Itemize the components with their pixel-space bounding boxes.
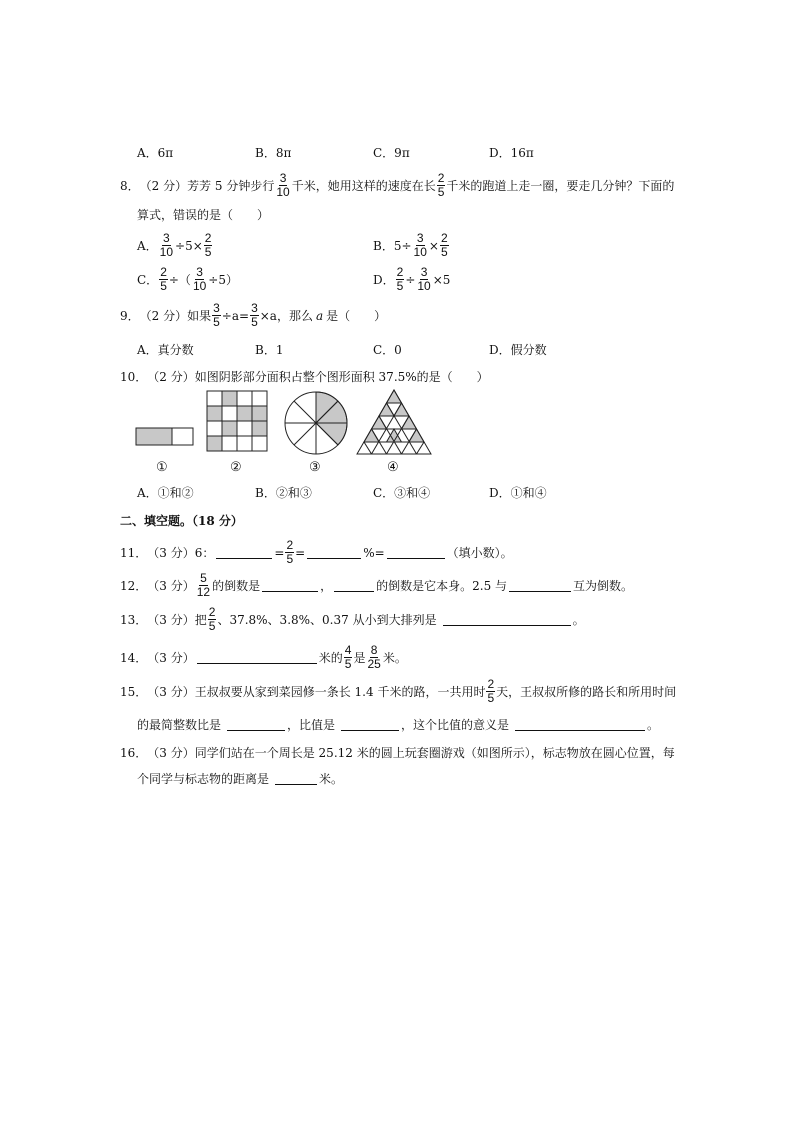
figure-1-caption: ① [156, 460, 168, 475]
question-8-line-2: 算式，错误的是（ ） [137, 208, 270, 222]
question-15-line-2: 的最简整数比是 ，比值是 ，这个比值的意义是 。 [137, 718, 660, 732]
answer-blank[interactable] [443, 613, 571, 626]
q8-option-c: C． $\frac{2}{5}$ ÷（ $\frac{3}{10}$ ÷5） [137, 265, 238, 293]
figure-4-caption: ④ [387, 460, 399, 475]
q9-option-b: B．1 [255, 343, 284, 357]
q7-option-d: D．16π [489, 146, 534, 160]
answer-blank[interactable] [307, 546, 361, 559]
answer-blank[interactable] [387, 546, 445, 559]
q10-option-d: D．①和④ [489, 486, 547, 500]
question-8-line-1 [120, 172, 674, 199]
text: 千米，她用这样的速度在长 [291, 179, 436, 193]
answer-blank[interactable] [341, 718, 399, 731]
q8-option-d: D． $\frac{2}{5}$ ÷ $\frac{3}{10}$ ×5 [373, 265, 451, 293]
question-16-line-2: 个同学与标志物的距离是 米。 [137, 772, 344, 786]
figure-3-caption: ③ [309, 460, 321, 475]
q9-option-d: D．假分数 [489, 343, 547, 357]
question-13: 13． （3 分） 把 $\frac{2}{5}$ 、37.8%、3.8%、0.37 从小到大排列是 。 [120, 605, 585, 633]
answer-blank[interactable] [509, 579, 571, 592]
section-2-heading: 二、填空题。（18 分） [120, 514, 243, 528]
q10-option-c: C．③和④ [373, 486, 431, 500]
answer-blank[interactable] [227, 718, 285, 731]
answer-blank[interactable] [275, 772, 317, 785]
figure-1-rectangle [135, 427, 195, 447]
q8-option-b: B． 5÷ $\frac{3}{10}$ × $\frac{2}{5}$ [373, 231, 448, 259]
q10-option-a: A．①和② [137, 486, 194, 500]
fraction: $\frac{3}{10}$ [276, 171, 290, 199]
question-10: 10． （2 分） 如图阴影部分面积占整个图形面积 37.5%的是（ ） [120, 370, 489, 384]
answer-blank[interactable] [216, 546, 272, 559]
q7-option-b: B．8π [255, 146, 292, 160]
q7-option-c: C．9π [373, 146, 410, 160]
figure-2-caption: ② [230, 460, 242, 475]
text: 千米的跑道上走一圈，要走几分钟？下面的 [446, 179, 675, 193]
question-15-line-1: 15． （3 分） 王叔叔要从家到菜园修一条长 1.4 千米的路，一共用时 $\frac{2}{5}$ 天，王叔叔所修的路长和所用时间 [120, 677, 677, 705]
question-11: 11． （3 分） 6： = $\frac{2}{5}$ = %= （填小数）。 [120, 538, 513, 566]
figure-4-triangle [355, 388, 433, 456]
figure-2-grid [206, 390, 268, 452]
q7-option-a: A．6π [137, 146, 174, 160]
q9-option-c: C．0 [373, 343, 402, 357]
answer-blank[interactable] [262, 579, 318, 592]
q8-option-a: A． $\frac{3}{10}$ ÷5× $\frac{2}{5}$ [137, 231, 212, 259]
question-16-line-1: 16． （3 分） 同学们站在一个周长是 25.12 米的圆上玩套圈游戏（如图所示），标志物放在圆心位置，每 [120, 746, 675, 760]
q10-option-b: B．②和③ [255, 486, 312, 500]
figure-3-circle [283, 390, 349, 456]
answer-blank[interactable] [334, 579, 374, 592]
answer-blank[interactable] [515, 718, 645, 731]
q9-option-a: A．真分数 [137, 343, 194, 357]
question-12: 12． （3 分） $\frac{5}{12}$ 的倒数是 ， 的倒数是它本身。2.5 与 互为倒数。 [120, 571, 634, 599]
question-9: 9． （2 分） 如果 $\frac{3}{5}$ ÷a= $\frac{3}{5}$ ×a，那么 a 是（ ） [120, 301, 387, 329]
fraction: $\frac{2}{5}$ [437, 171, 445, 199]
question-number: 8． [120, 179, 140, 193]
text: 芳芳 5 分钟步行 [187, 179, 275, 193]
question-score: （2 分） [139, 179, 188, 193]
question-14: 14． （3 分） 米的 $\frac{4}{5}$ 是 $\frac{8}{25}$ 米。 [120, 643, 407, 671]
answer-blank[interactable] [197, 651, 317, 664]
